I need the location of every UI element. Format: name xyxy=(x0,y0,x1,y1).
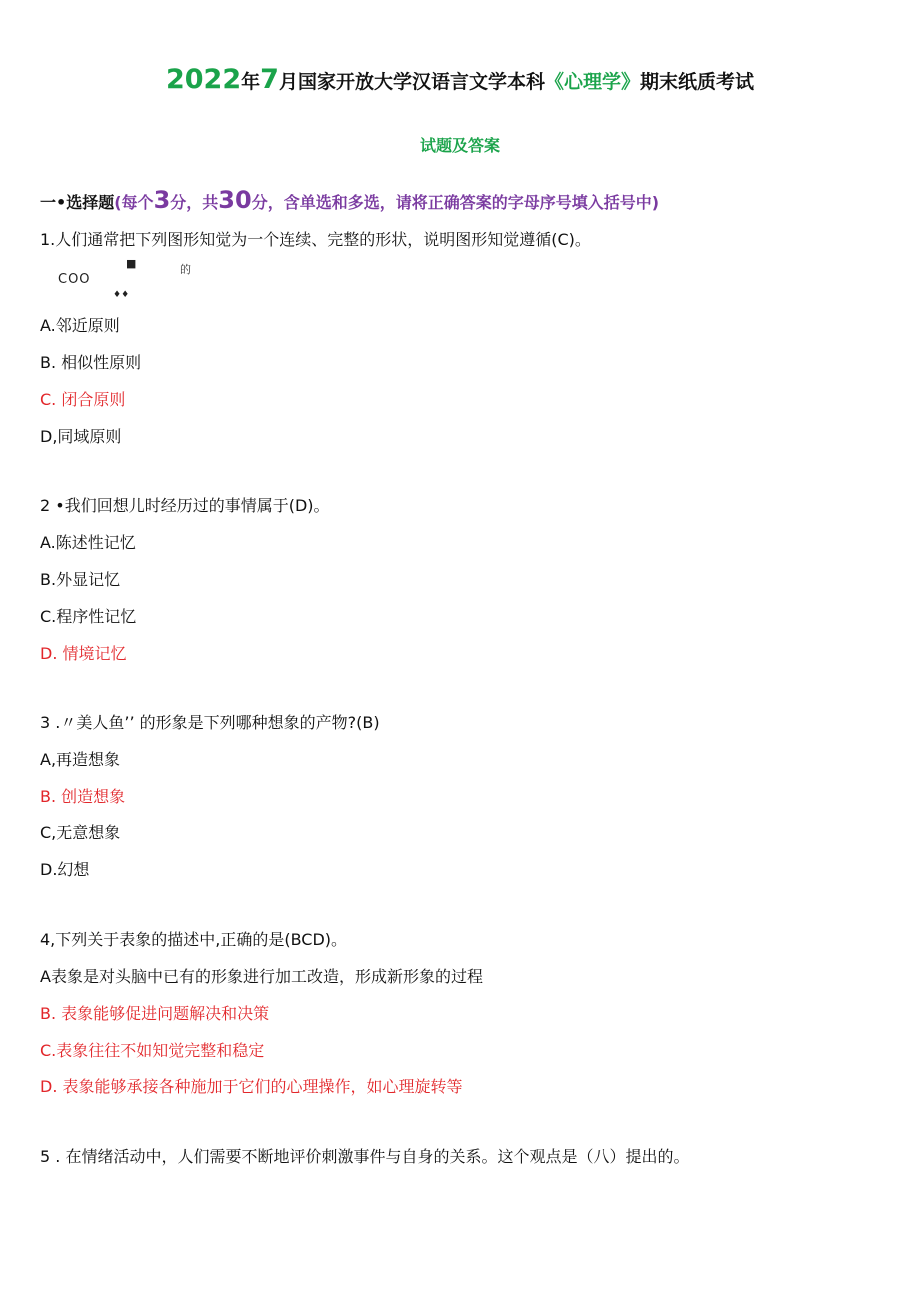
section-rule-mid: 分，共 xyxy=(170,193,219,212)
figure-circles: COO xyxy=(58,272,91,287)
title-part2: 月国家开放大学汉语言文学本科 xyxy=(278,71,545,93)
title-part1: 年 xyxy=(241,71,261,93)
q3-option-c: C,无意想象 xyxy=(40,823,121,842)
q4-option-b-correct: B. 表象能够促进问题解决和决策 xyxy=(40,1004,270,1023)
question-5-stem: 5 . 在情绪活动中，人们需要不断地评价刺激事件与自身的关系。这个观点是（八）提出的。 xyxy=(40,1147,690,1166)
q2-option-c: C.程序性记忆 xyxy=(40,607,137,626)
section-rule-open: (每个 xyxy=(114,193,154,212)
section-points-total: 30 xyxy=(218,186,252,214)
q1-option-d: D,同域原则 xyxy=(40,427,122,446)
page-title xyxy=(0,64,920,95)
section-points-each: 3 xyxy=(153,186,171,214)
question-4-stem: 4,下列关于表象的描述中,正确的是(BCD)。 xyxy=(40,930,348,949)
title-month: 7 xyxy=(260,64,279,95)
q1-option-a: A.邻近原则 xyxy=(40,316,120,335)
q2-option-d-correct: D. 情境记忆 xyxy=(40,644,127,663)
q1-option-c-correct: C. 闭合原则 xyxy=(40,390,126,409)
title-part3: 期末纸质考试 xyxy=(639,71,754,93)
q2-option-b: B.外显记忆 xyxy=(40,570,121,589)
figure-diamonds-icon: ♦♦ xyxy=(113,290,130,300)
q3-option-d: D.幻想 xyxy=(40,860,90,879)
q4-option-c-correct: C.表象往往不如知觉完整和稳定 xyxy=(40,1041,265,1060)
section-heading xyxy=(40,186,659,214)
title-course: 《心理学》 xyxy=(544,71,640,93)
q4-option-a: A表象是对头脑中已有的形象进行加工改造，形成新形象的过程 xyxy=(40,967,483,986)
question-1-stem: 1.人们通常把下列图形知觉为一个连续、完整的形状，说明图形知觉遵循(C)。 xyxy=(40,230,591,249)
q3-option-a: A,再造想象 xyxy=(40,750,121,769)
title-year: 2022 xyxy=(165,64,242,95)
figure-small-text: 的 xyxy=(180,263,191,276)
page-subtitle: 试题及答案 xyxy=(419,136,500,155)
question-2-stem: 2 •我们回想儿时经历过的事情属于(D)。 xyxy=(40,496,330,515)
q3-option-b-correct: B. 创造想象 xyxy=(40,787,126,806)
q1-option-b: B. 相似性原则 xyxy=(40,353,142,372)
figure-square-icon: ■ xyxy=(126,257,137,270)
section-prefix: 一•选择题 xyxy=(40,193,115,212)
section-rule-end: 分，含单选和多选，请将正确答案的字母序号填入括号中) xyxy=(251,193,660,212)
q2-option-a: A.陈述性记忆 xyxy=(40,533,136,552)
q4-option-d-correct: D. 表象能够承接各种施加于它们的心理操作，如心理旋转等 xyxy=(40,1077,463,1096)
question-3-stem: 3 .〃美人鱼’’ 的形象是下列哪种想象的产物?(B) xyxy=(40,713,380,732)
